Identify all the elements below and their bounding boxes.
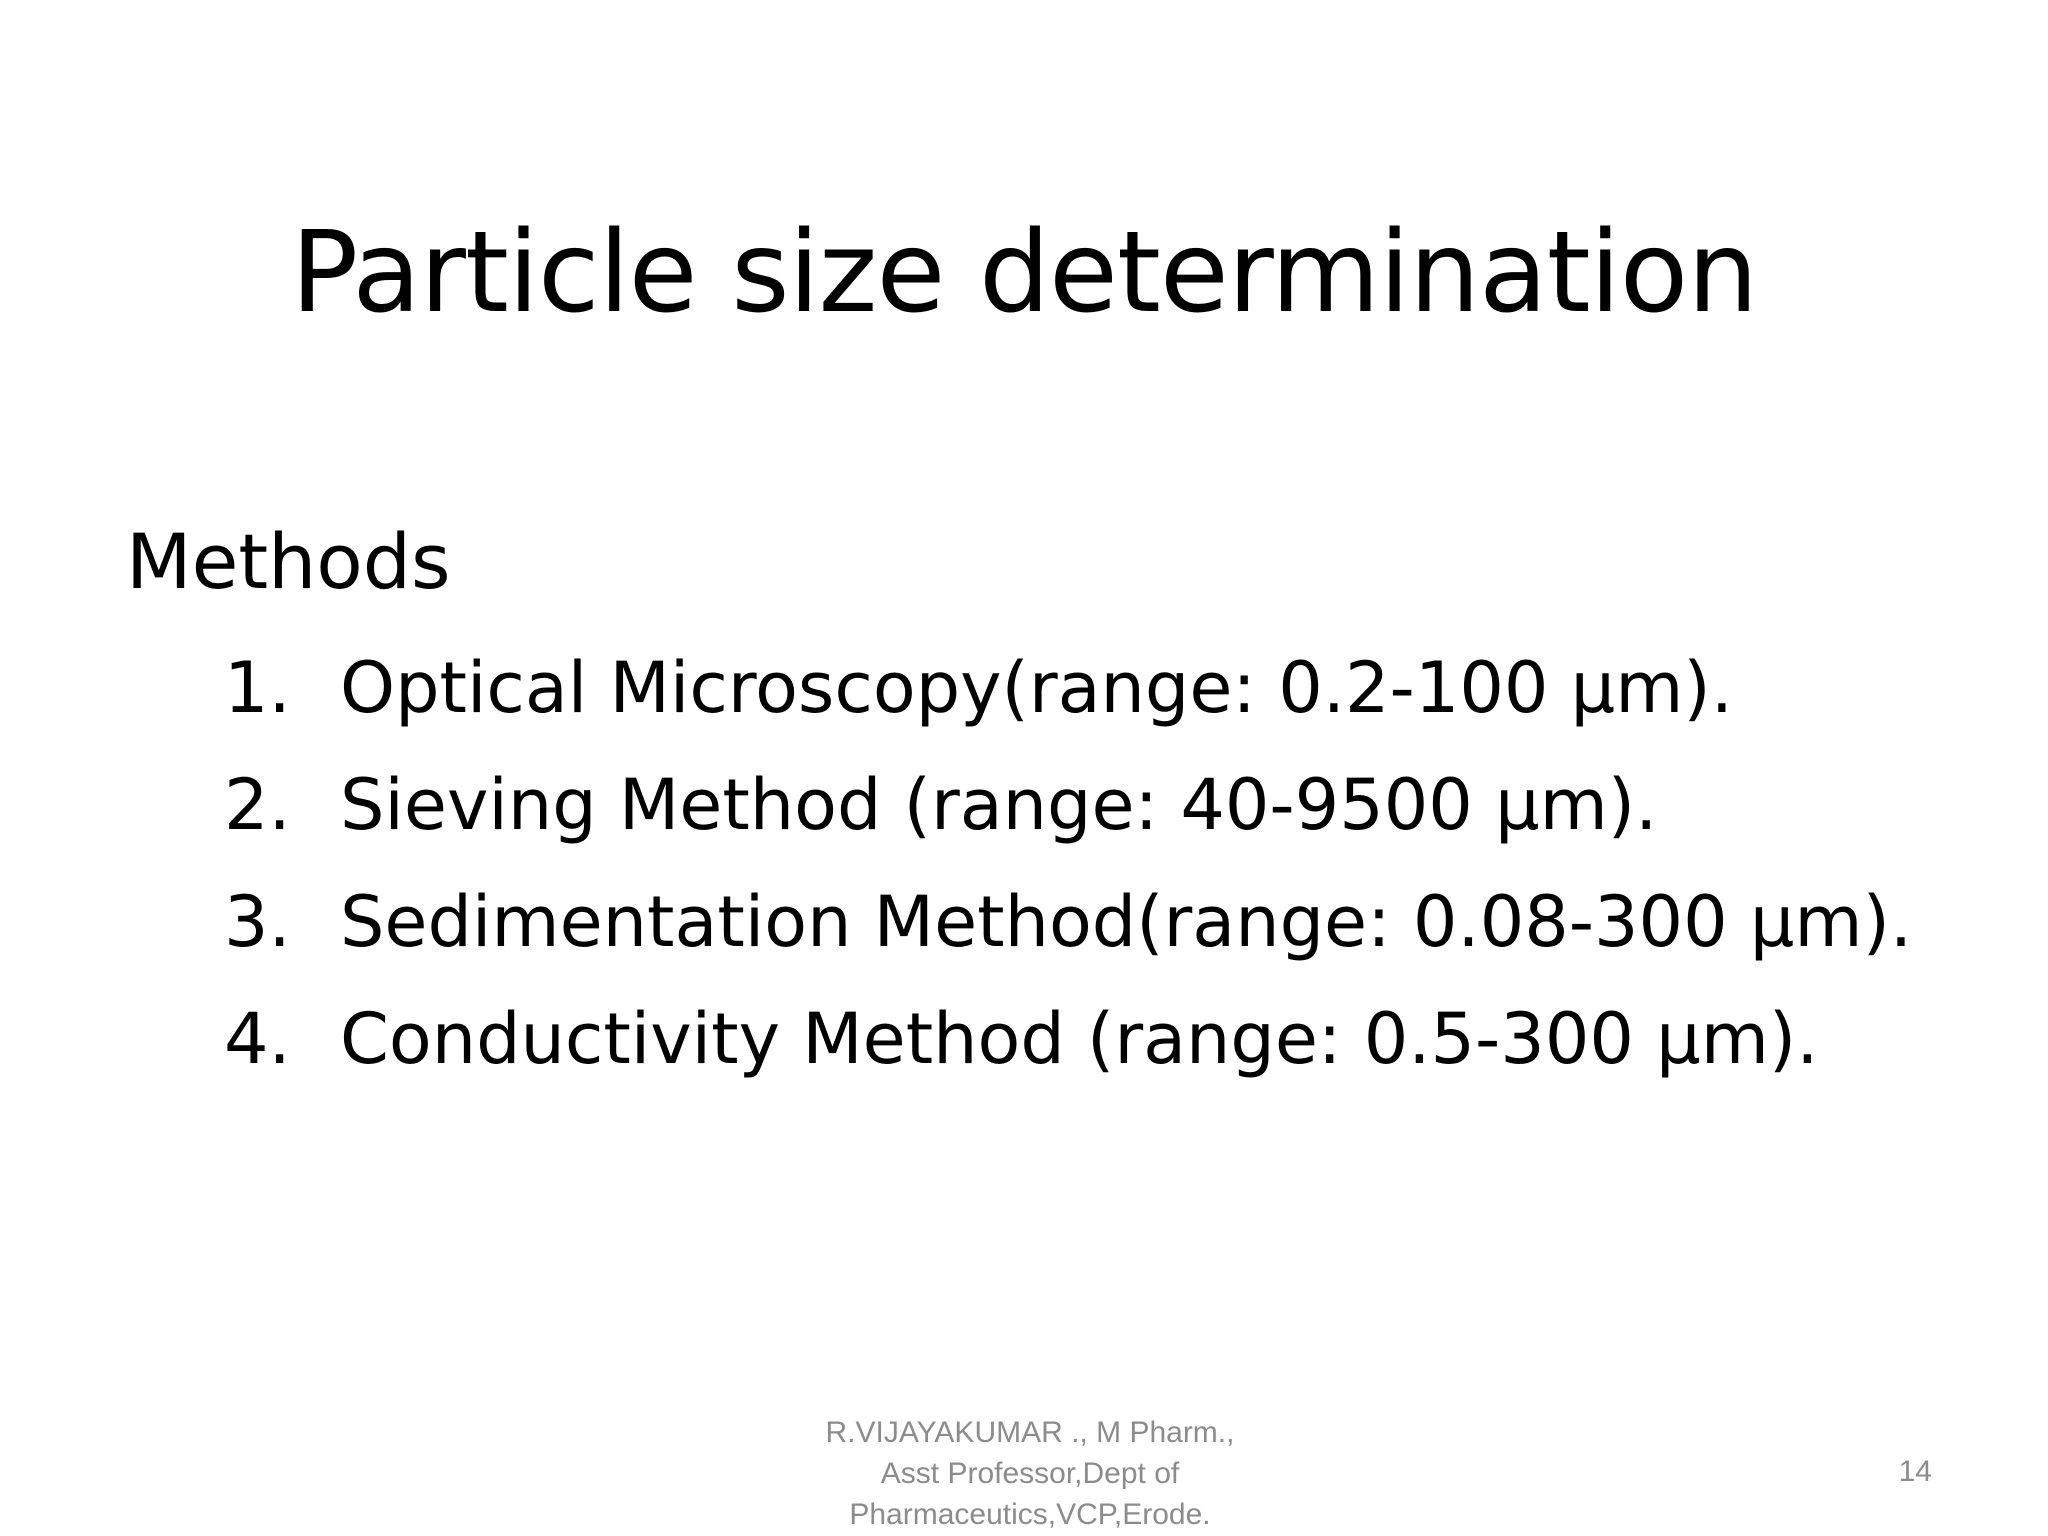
list-item bbox=[224, 981, 2004, 1098]
list-item bbox=[224, 864, 2004, 981]
footer-author bbox=[780, 1412, 1280, 1535]
list-item-number: 2. bbox=[224, 764, 291, 846]
footer-author-line: Asst Professor,Dept of bbox=[880, 1457, 1180, 1490]
list-item bbox=[224, 630, 2004, 747]
list-item-text: Sieving Method (range: 40-9500 μm). bbox=[340, 764, 1658, 846]
section-heading: Methods bbox=[126, 517, 451, 606]
method-list bbox=[224, 630, 2004, 1098]
list-item-text: Optical Microscopy(range: 0.2-100 μm). bbox=[340, 647, 1733, 729]
list-item bbox=[224, 747, 2004, 864]
footer-author-line: Pharmaceutics,VCP,Erode. bbox=[849, 1498, 1211, 1531]
page-number: 14 bbox=[1898, 1455, 1932, 1488]
list-item-text: Conductivity Method (range: 0.5-300 μm). bbox=[340, 998, 1819, 1080]
list-item-number: 3. bbox=[224, 881, 291, 963]
list-item-number: 4. bbox=[224, 998, 291, 1080]
list-item-text: Sedimentation Method(range: 0.08-300 μm). bbox=[340, 881, 1913, 963]
footer-author-line: R.VIJAYAKUMAR ., M Pharm., bbox=[825, 1416, 1235, 1449]
list-item-number: 1. bbox=[224, 647, 291, 729]
slide-title: Particle size determination bbox=[290, 208, 1758, 339]
